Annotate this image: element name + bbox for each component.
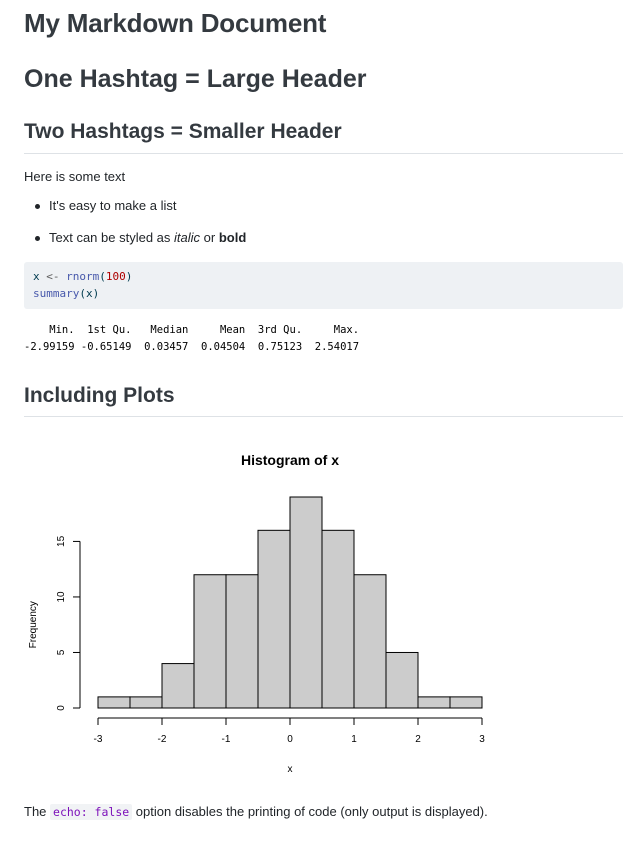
x-tick-label: -1	[221, 734, 231, 745]
x-tick-label: 0	[287, 734, 293, 745]
bullet-list	[24, 196, 246, 260]
x-tick-label: 3	[479, 734, 485, 745]
list-item-text-prefix: Text can be styled as	[49, 230, 175, 245]
histogram-bar-9	[354, 575, 386, 708]
histogram-bar-8	[322, 530, 354, 708]
summary-values: -2.99159 -0.65149 0.03457 0.04504 0.75123 2.54017	[24, 341, 366, 353]
heading-divider	[24, 153, 623, 154]
histogram-bar-6	[258, 530, 290, 708]
list-item-text: It's easy to make a list	[49, 198, 177, 213]
histogram-chart	[24, 432, 544, 782]
histogram-bar-2	[130, 697, 162, 708]
y-tick-label: 0	[56, 705, 67, 711]
y-tick-label: 10	[56, 591, 67, 603]
heading-plots: Including Plots	[24, 384, 175, 407]
chart-title: Histogram of x	[240, 452, 340, 468]
code-line-1: x <- rnorm(100)	[33, 270, 133, 283]
bullet-icon	[35, 204, 40, 209]
bold-text: bold	[218, 230, 247, 245]
heading-large: One Hashtag = Large Header	[24, 65, 367, 93]
plots-divider	[24, 416, 623, 417]
x-tick-label: -3	[93, 734, 103, 745]
histogram-bar-1	[98, 697, 130, 708]
list-item	[24, 228, 246, 260]
list-item	[24, 196, 246, 228]
x-axis-label: x	[287, 764, 293, 775]
y-tick-label: 5	[56, 649, 67, 656]
italic-text: italic	[174, 230, 201, 245]
summary-output	[24, 322, 365, 356]
footer-text: The echo: false option disables the printing of code (only output is displayed).	[24, 804, 488, 819]
list-item-text-middle: or	[200, 230, 219, 245]
y-axis-label: Frequency	[28, 601, 39, 649]
bullet-icon	[35, 236, 40, 241]
document-title: My Markdown Document	[24, 8, 327, 38]
code-line-2: summary(x)	[33, 287, 100, 300]
x-tick-label: 2	[415, 734, 421, 745]
heading-small: Two Hashtags = Smaller Header	[24, 120, 342, 143]
histogram-bar-10	[386, 652, 418, 708]
intro-text: Here is some text	[24, 169, 126, 184]
histogram-bar-5	[226, 575, 258, 708]
histogram-bar-4	[194, 575, 226, 708]
x-tick-label: -2	[157, 734, 167, 745]
histogram-bar-3	[162, 664, 194, 708]
histogram-bar-12	[450, 697, 482, 708]
inline-code: echo: false	[50, 804, 132, 820]
histogram-bar-11	[418, 697, 450, 708]
summary-header: Min. 1st Qu. Median Mean 3rd Qu. Max.	[24, 324, 366, 336]
y-tick-label: 15	[56, 535, 67, 547]
histogram-bar-7	[290, 497, 322, 708]
x-tick-label: 1	[351, 734, 357, 745]
code-block	[24, 262, 623, 309]
